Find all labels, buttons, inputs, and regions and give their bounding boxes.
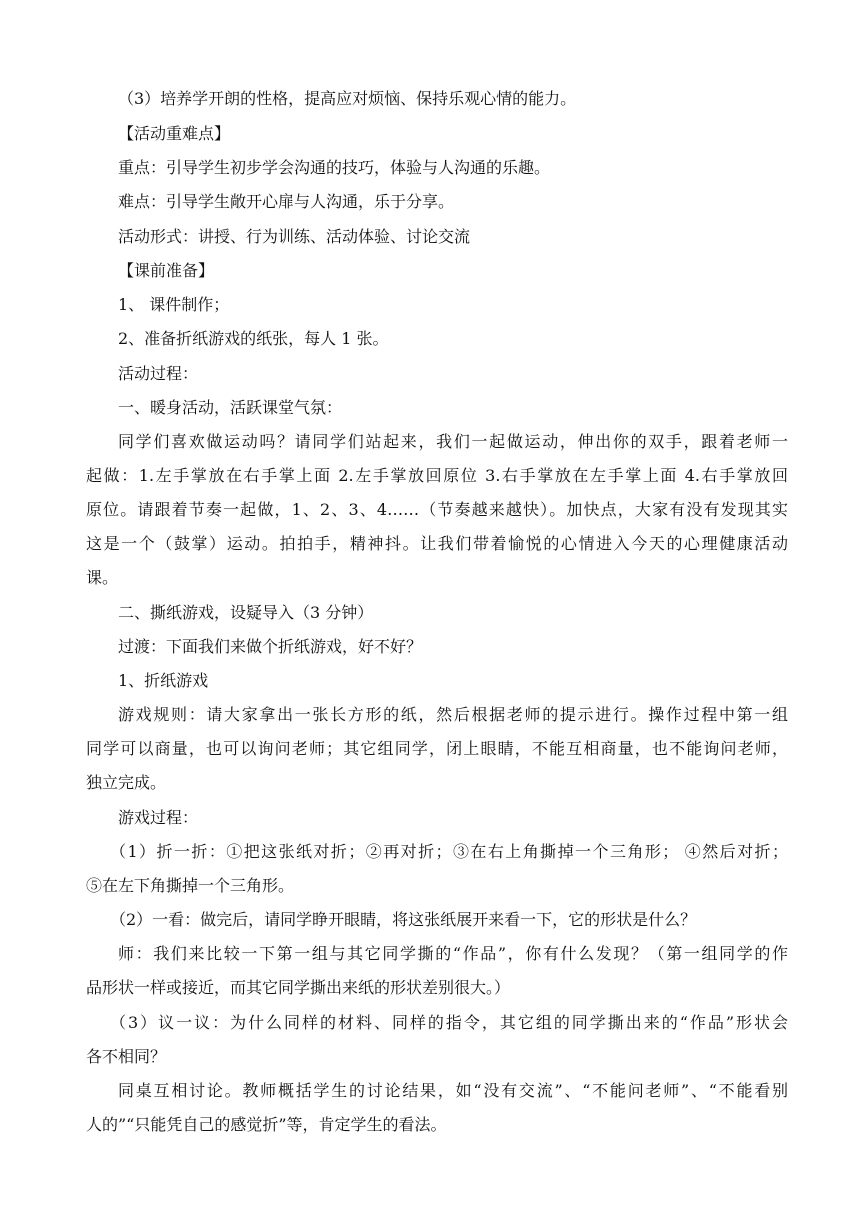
paragraph-line: 各不相同？ — [86, 1047, 167, 1066]
paragraph-line: 师：我们来比较一下第一组与其它同学撕的“作品”，你有什么发现？（第一组同学的作 — [118, 944, 788, 963]
paragraph-line: 这是一个（鼓掌）运动。拍拍手，精神抖。让我们带着愉悦的心情进入今天的心理健康活动 — [86, 534, 788, 553]
heading-process: 活动过程： — [118, 364, 199, 383]
paragraph-line: 同桌互相讨论。教师概括学生的讨论结果，如“没有交流”、“不能问老师”、“不能看别 — [118, 1081, 788, 1100]
paragraph-line: 课。 — [86, 568, 119, 587]
paragraph-line: 同学们喜欢做运动吗？请同学们站起来，我们一起做运动，伸出你的双手，跟着老师一 — [118, 432, 788, 451]
paragraph-line: 游戏规则：请大家拿出一张长方形的纸，然后根据老师的提示进行。操作过程中第一组 — [118, 705, 788, 724]
heading-preparation: 【课前准备】 — [118, 261, 215, 280]
paragraph-line: 原位。请跟着节奏一起做，1、2、3、4……（节奏越来越快）。加快点，大家有没有发现其实 — [86, 500, 788, 519]
key-point: 重点：引导学生初步学会沟通的技巧，体验与人沟通的乐趣。 — [118, 158, 551, 177]
paragraph-line: 独立完成。 — [86, 773, 167, 792]
game-process-label: 游戏过程： — [118, 808, 199, 827]
paragraph-line: （3）议一议：为什么同样的材料、同样的指令，其它组的同学撕出来的“作品”形状会 — [110, 1013, 788, 1032]
preparation-item-2: 2、准备折纸游戏的纸张，每人 1 张。 — [118, 329, 389, 348]
section-warmup: 一、暖身活动，活跃课堂气氛： — [118, 398, 343, 417]
subsection-folding: 1、折纸游戏 — [118, 671, 209, 690]
paragraph-line: 起做：1.左手掌放在右手掌上面 2.左手掌放回原位 3.右手掌放在左手掌上面 4.右手掌放回 — [86, 466, 788, 485]
paragraph-line: （1）折一折：①把这张纸对折；②再对折；③在右上角撕掉一个三角形； ④然后对折； — [110, 842, 788, 861]
heading-key-points: 【活动重难点】 — [118, 124, 231, 143]
step-look: （2）一看：做完后，请同学睁开眼睛，将这张纸展开来看一下，它的形状是什么？ — [110, 910, 697, 929]
difficult-point: 难点：引导学生敞开心扉与人沟通，乐于分享。 — [118, 192, 455, 211]
transition: 过渡：下面我们来做个折纸游戏，好不好？ — [118, 637, 423, 656]
activity-form: 活动形式：讲授、行为训练、活动体验、讨论交流 — [118, 227, 471, 246]
paragraph-line: ⑤在左下角撕掉一个三角形。 — [86, 876, 295, 895]
preparation-item-1: 1、 课件制作； — [118, 295, 230, 314]
paragraph-line: 品形状一样或接近，而其它同学撕出来纸的形状差别很大。） — [86, 978, 511, 997]
section-paper-game: 二、撕纸游戏，设疑导入（3 分钟） — [118, 603, 374, 622]
paragraph-line: 同学可以商量，也可以询问老师；其它组同学，闭上眼睛，不能互相商量，也不能询问老师， — [86, 739, 788, 758]
paragraph-line: 人的”“只能凭自己的感觉折”等，肯定学生的看法。 — [86, 1115, 447, 1134]
objective-3: （3）培养学开朗的性格，提高应对烦恼、保持乐观心情的能力。 — [118, 89, 577, 108]
